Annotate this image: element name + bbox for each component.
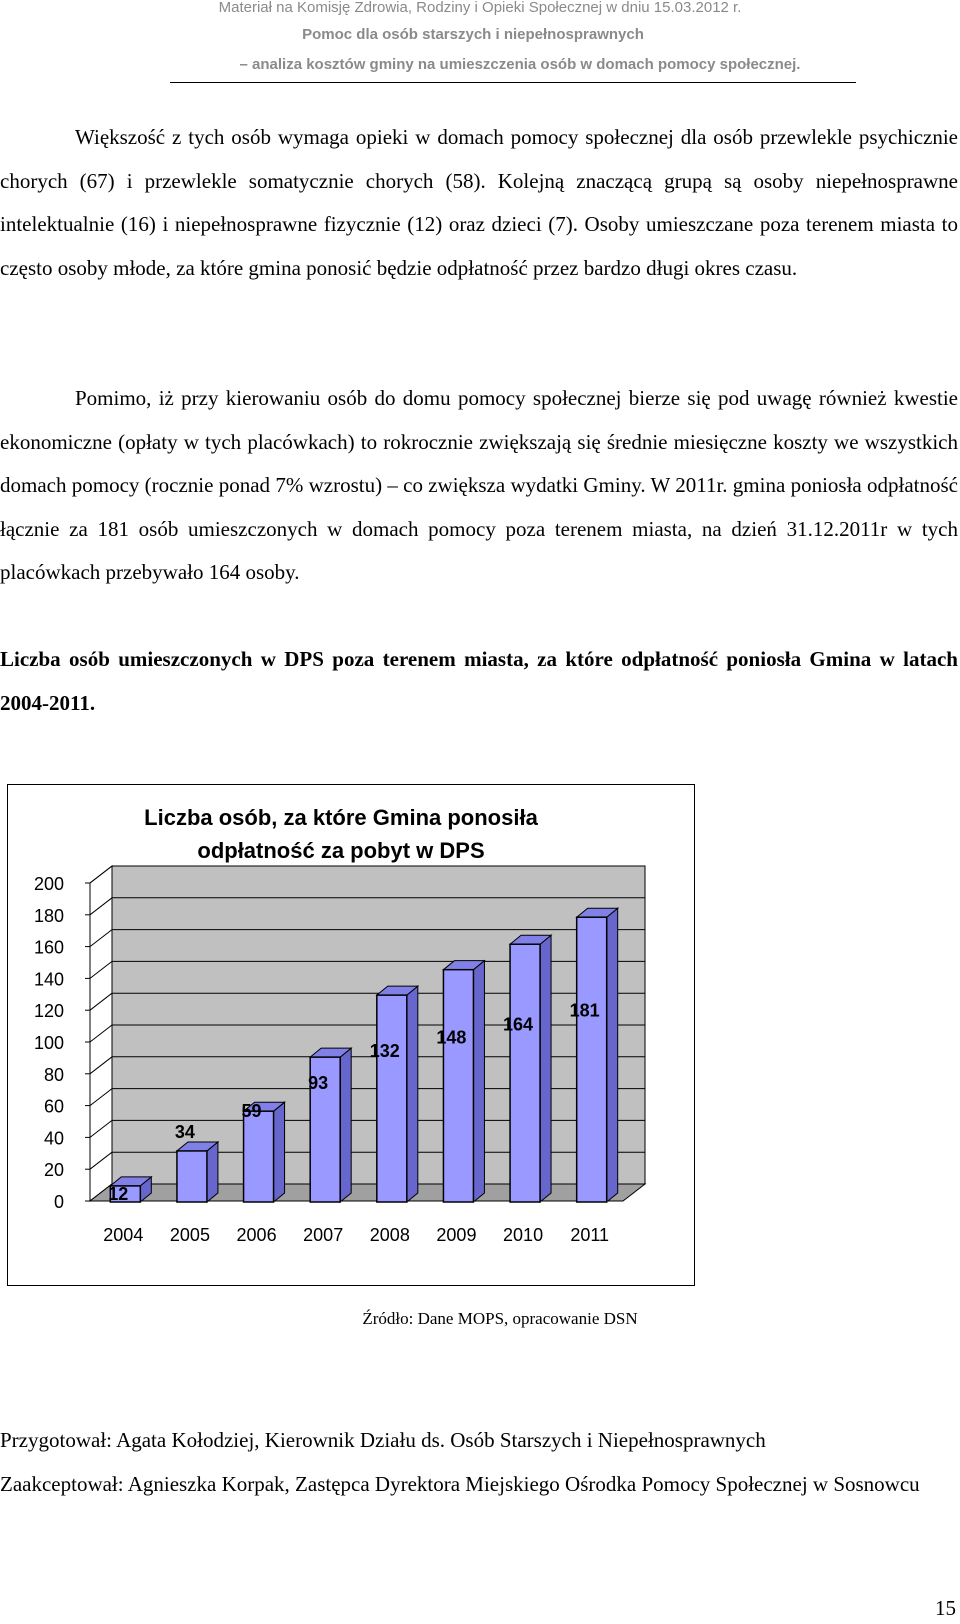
- x-tick-label: 2011: [570, 1225, 610, 1245]
- x-tick-label: 2010: [503, 1225, 544, 1245]
- bar-2005: [177, 1151, 207, 1202]
- header-line-2: Pomoc dla osób starszych i niepełnosprawnych: [302, 26, 644, 43]
- chart-caption-block: [0, 638, 958, 725]
- paragraph-1-block: [0, 116, 958, 290]
- bar-2010: [510, 944, 540, 1202]
- chart-title-line-1: Liczba osób, za które Gmina ponosiła: [144, 805, 538, 830]
- bar-side-2009: [473, 961, 484, 1202]
- y-tick-label: 80: [43, 1064, 64, 1085]
- approved-by: Zaakceptował: Agnieszka Korpak, Zastępca Dyrektora Miejskiego Ośrodka Pomocy Społecznej w Sosnowcu: [0, 1472, 920, 1496]
- paragraph-2-block: [0, 377, 958, 595]
- data-label-2011: 181: [569, 1000, 600, 1021]
- data-label-2009: 148: [436, 1027, 467, 1048]
- x-tick-label: 2006: [236, 1225, 277, 1245]
- y-tick-label: 140: [33, 969, 64, 990]
- bar-2009: [443, 970, 473, 1202]
- y-tick-label: 200: [33, 874, 64, 894]
- header-line-3: – analiza kosztów gminy na umieszczenia osób w domach pomocy społecznej.: [239, 56, 801, 73]
- bar-side-2011: [607, 908, 618, 1202]
- bar-2008: [377, 995, 407, 1202]
- y-tick-label: 20: [43, 1160, 64, 1181]
- bar-side-2005: [207, 1142, 218, 1202]
- x-tick-label: 2007: [303, 1225, 344, 1245]
- bar-side-2006: [274, 1102, 285, 1202]
- bar-side-2010: [540, 935, 551, 1202]
- y-tick-label: 180: [33, 905, 64, 926]
- x-tick-label: 2009: [436, 1225, 477, 1245]
- chart-source: Źródło: Dane MOPS, opracowanie DSN: [362, 1309, 638, 1328]
- x-tick-label: 2008: [369, 1225, 410, 1245]
- footer-block: [0, 1418, 958, 1506]
- y-tick-label: 160: [33, 937, 64, 958]
- header-rule: [170, 82, 856, 83]
- bar-chart: [8, 785, 694, 1285]
- data-label-2004: 12: [108, 1184, 129, 1204]
- y-tick-label: 0: [53, 1192, 64, 1212]
- data-label-2005: 34: [174, 1121, 195, 1142]
- chart-frame: [7, 784, 695, 1286]
- bar-2006: [244, 1111, 274, 1202]
- x-tick-label: 2005: [169, 1225, 210, 1245]
- chart-caption: Liczba osób umieszczonych w DPS poza terenem miasta, za które odpłatność poniosła Gmina w latach 2004-2011.: [0, 647, 958, 715]
- x-tick-label: 2004: [103, 1225, 144, 1245]
- data-label-2006: 59: [241, 1101, 262, 1122]
- paragraph-1: Większość z tych osób wymaga opieki w domach pomocy społecznej dla osób przewlekle psychicznie chorych (67) i przewlekle somatycznie chorych (58). Kolejną znaczącą grupą są osoby niepełnosprawne intelektualnie (16) i niepełnosprawne fizycznie (12) oraz dzieci (7). Osoby umieszczane poza terenem miasta to często osoby młode, za które gmina ponosić będzie odpłatność przez bardzo długi okres czasu.: [0, 125, 958, 280]
- data-label-2007: 93: [308, 1073, 329, 1094]
- y-tick-label: 40: [43, 1128, 64, 1149]
- header-line-1: Materiał na Komisję Zdrowia, Rodziny i Opieki Społecznej w dniu 15.03.2012 r.: [218, 0, 742, 16]
- chart-title-line-2: odpłatność za pobyt w DPS: [197, 838, 485, 863]
- y-tick-label: 100: [33, 1033, 64, 1053]
- paragraph-2: Pomimo, iż przy kierowaniu osób do domu pomocy społecznej bierze się pod uwagę również kwestie ekonomiczne (opłaty w tych placówkach) to rokrocznie zwiększają się średnie miesięczne koszty we wszystkich domach pomocy (rocznie ponad 7% wzrostu) – co zwiększa wydatki Gminy. W 2011r. gmina poniosła odpłatność łącznie za 181 osób umieszczonych w domach pomocy poza terenem miasta, na dzień 31.12.2011r w tych placówkach przebywało 164 osoby.: [0, 386, 958, 584]
- data-label-2010: 164: [503, 1014, 534, 1035]
- prepared-by: Przygotował: Agata Kołodziej, Kierownik Działu ds. Osób Starszych i Niepełnosprawnych: [0, 1428, 766, 1452]
- data-label-2008: 132: [369, 1040, 400, 1061]
- bar-2011: [577, 917, 607, 1202]
- bar-side-2008: [407, 986, 418, 1202]
- chart-plot-area: [34, 866, 645, 1245]
- y-tick-label: 120: [33, 1001, 64, 1022]
- chart-floor: [90, 1184, 645, 1201]
- page-number: 15: [935, 1596, 956, 1620]
- bar-side-2007: [340, 1048, 351, 1202]
- y-tick-label: 60: [43, 1096, 64, 1117]
